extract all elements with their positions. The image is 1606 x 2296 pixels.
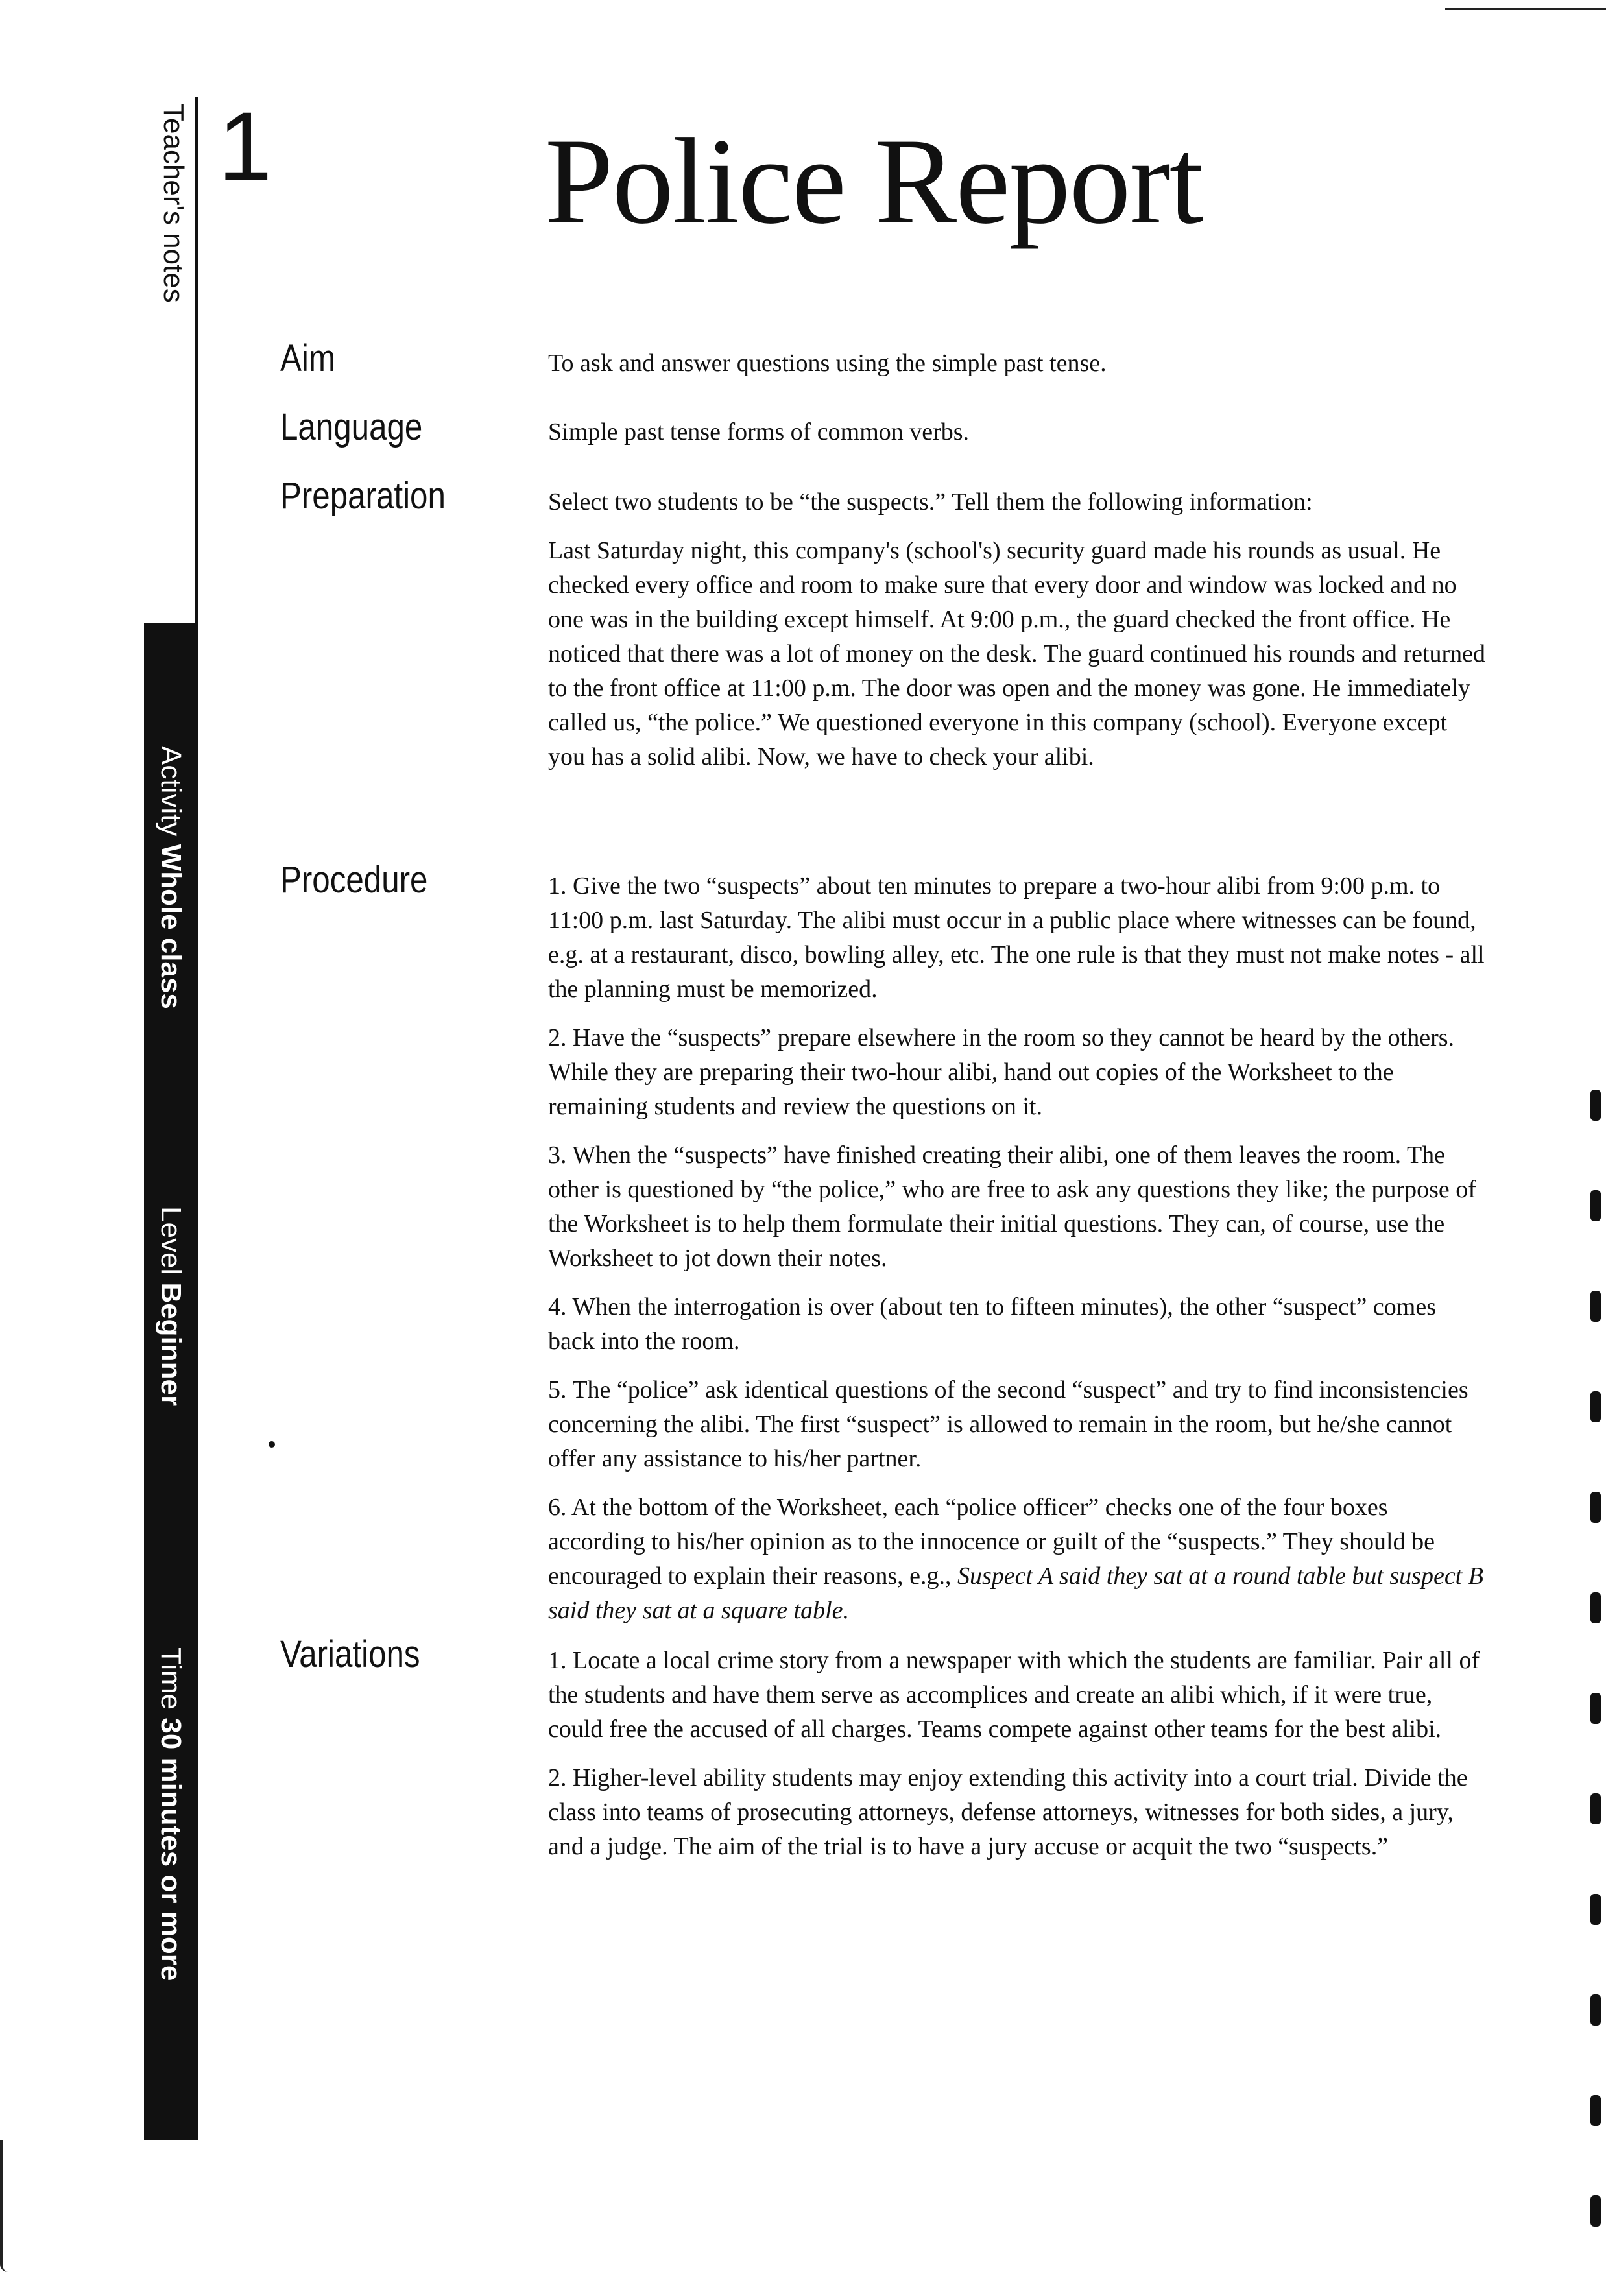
variation-item: 1. Locate a local crime story from a newspaper with which the students are familiar. Pair all of the students and have them serve as accomplices and create an alibi which, if it were true, could free the accused of all charges. Teams compete against other teams for the best alibi.: [548, 1647, 1480, 1743]
level-value: Beginner: [155, 1282, 187, 1407]
time-tag: [154, 1647, 187, 1981]
page-title: Police Report: [545, 114, 1203, 250]
level-label: Level: [155, 1206, 187, 1275]
level-tag: [154, 1206, 187, 1406]
binding-mark: [1590, 1793, 1601, 1824]
preparation-heading: Preparation: [280, 475, 446, 517]
binding-mark: [1590, 1391, 1601, 1422]
binding-mark: [1590, 2095, 1601, 2126]
activity-tag: [154, 746, 187, 1009]
language-text: Simple past tense forms of common verbs.: [548, 418, 970, 446]
procedure-body: [548, 869, 1489, 1642]
aim-heading: Aim: [280, 337, 335, 379]
procedure-step-6-text: 6. At the bottom of the Worksheet, each “police officer” checks one of the four boxes according to his/her opinion as to the innocence or guilt of the “suspects.” They should be encouraged to explain their reasons, e.g.,: [548, 1494, 1435, 1590]
language-heading: Language: [280, 406, 423, 448]
binding-mark: [1590, 1894, 1601, 1925]
procedure-step-6-example: Suspect A said they sat at a round table but suspect B said they sat at a square table.: [548, 1562, 1483, 1624]
teachers-notes-label: Teacher's notes: [158, 104, 189, 303]
aim-text: To ask and answer questions using the simple past tense.: [548, 350, 1107, 377]
binding-mark: [1590, 1592, 1601, 1623]
variation-item: 2. Higher-level ability students may enjoy extending this activity into a court trial. Divide the class into teams of prosecuting attorneys, defense attorneys, witnesses for both sides, a jury, and a judge. The aim of the trial is to have a jury accuse or acquit the two “suspects.”: [548, 1764, 1468, 1860]
page-edge-mark: [0, 2140, 8, 2272]
procedure-step: 2. Have the “suspects” prepare elsewhere in the room so they cannot be heard by the others. While they are preparing their two-hour alibi, hand out copies of the Worksheet to the remaining students and review the questions on it.: [548, 1024, 1455, 1120]
variations-heading: Variations: [280, 1633, 420, 1675]
binding-mark: [1590, 1291, 1601, 1322]
unit-number: 1: [218, 91, 272, 200]
procedure-heading: Procedure: [280, 859, 428, 901]
stray-mark: [269, 1441, 275, 1448]
binding-mark: [1590, 1492, 1601, 1523]
variations-body: [548, 1644, 1489, 1878]
procedure-step-6: [548, 1490, 1489, 1628]
binding-marks: [1590, 1090, 1605, 2296]
top-edge-rule: [1445, 8, 1606, 10]
binding-mark: [1590, 1190, 1601, 1221]
procedure-step: 1. Give the two “suspects” about ten minutes to prepare a two-hour alibi from 9:00 p.m. to 11:00 p.m. last Saturday. The alibi must occur in a public place where witnesses can be found, e.g. at a restaurant, disco, bowling alley, etc. The one rule is that they must not make notes - all the planning must be memorized.: [548, 872, 1485, 1003]
procedure-step: 3. When the “suspects” have finished creating their alibi, one of them leaves the room. The other is questioned by “the police,” who are free to ask any questions they like; the purpose of the Worksheet is to help them formulate their initial questions. They can, of course, use the Worksheet to jot down their notes.: [548, 1142, 1476, 1272]
binding-mark: [1590, 1090, 1601, 1121]
preparation-story: Last Saturday night, this company's (school's) security guard made his rounds as usual. He checked every office and room to make sure that every door and window was locked and no one was in the building except himself. At 9:00 p.m., the guard checked the front office. He noticed that there was a lot of money on the desk. The guard continued his rounds and returned to the front office at 11:00 p.m. The door was open and the money was gone. He immediately called us, “the police.” We questioned everyone in this company (school). Everyone except you has a solid alibi. Now, we have to check your alibi.: [548, 537, 1486, 771]
preparation-intro: Select two students to be “the suspects.” Tell them the following information:: [548, 488, 1313, 516]
procedure-step: 4. When the interrogation is over (about ten to fifteen minutes), the other “suspect” comes back into the room.: [548, 1293, 1436, 1355]
time-value: 30 minutes or more: [155, 1717, 187, 1981]
binding-mark: [1590, 2195, 1601, 2227]
activity-label: Activity: [155, 746, 187, 837]
binding-mark: [1590, 1693, 1601, 1724]
time-label: Time: [155, 1647, 187, 1710]
binding-mark: [1590, 1994, 1601, 2026]
procedure-step: 5. The “police” ask identical questions of the second “suspect” and try to find inconsistencies concerning the alibi. The first “suspect” is allowed to remain in the room, but he/she cannot offer any assistance to his/her partner.: [548, 1376, 1468, 1472]
preparation-body: [548, 485, 1489, 789]
activity-value: Whole class: [155, 844, 187, 1009]
